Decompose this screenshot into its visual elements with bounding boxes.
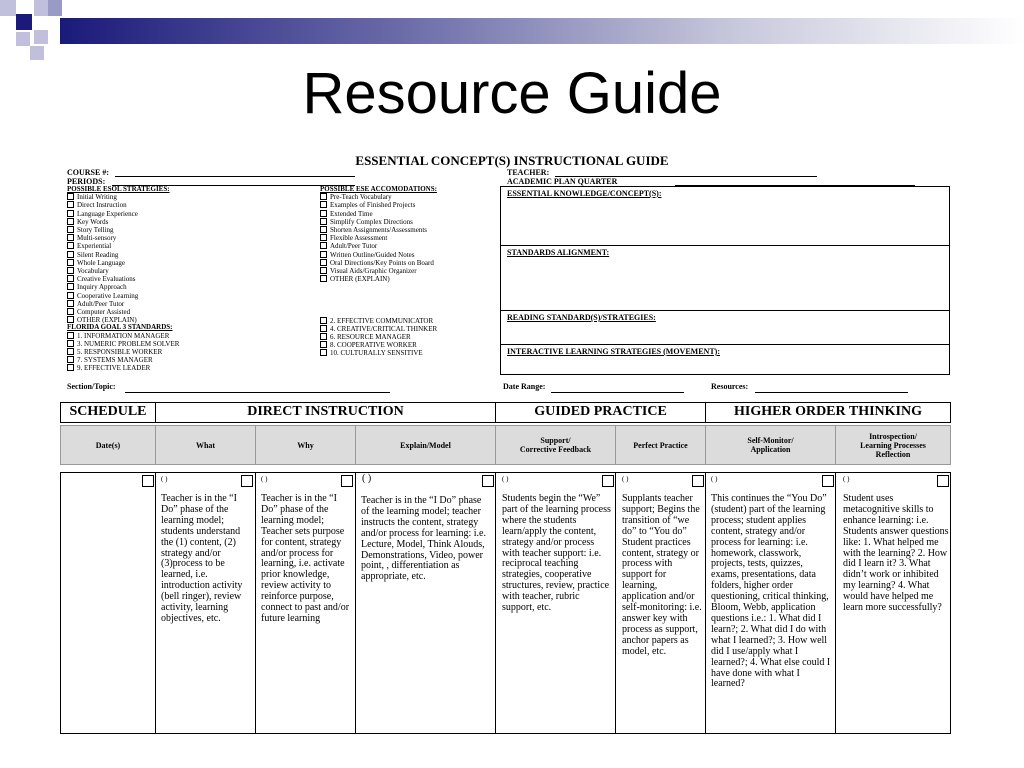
date-paren[interactable]: ( ) (261, 475, 268, 483)
goal-item[interactable]: 6. RESOURCE MANAGER (320, 333, 437, 341)
checkbox-icon[interactable] (320, 251, 327, 258)
section-topic-line[interactable] (125, 392, 390, 393)
checkbox-icon[interactable] (67, 300, 74, 307)
subheader-perfect-practice: Perfect Practice (615, 425, 706, 465)
checkbox-icon[interactable] (241, 475, 253, 487)
checkbox-icon[interactable] (67, 348, 74, 355)
checkbox-icon[interactable] (320, 201, 327, 208)
date-range-line[interactable] (551, 392, 684, 393)
checkbox-icon[interactable] (320, 349, 327, 356)
checkbox-icon[interactable] (67, 308, 74, 315)
checkbox-icon[interactable] (67, 267, 74, 274)
date-range-label: Date Range: (503, 382, 546, 391)
subheader-introspection: Introspection/ Learning Processes Reflection (835, 425, 951, 465)
reading-standards-box[interactable]: READING STANDARD(S)/STRATEGIES: (500, 310, 950, 345)
checkbox-icon[interactable] (67, 332, 74, 339)
ese-item[interactable]: Shorten Assignments/Assessments (320, 226, 437, 234)
explain-text: Teacher is in the “I Do” phase of the learning model; teacher instructs the content, strategy and/or process for learning: i.e. Lecture, Model, Think Alouds, Demonstrations, Video, power point, , differentiation as appropriate, etc. (361, 495, 486, 583)
ese-item[interactable]: Oral Directions/Key Points on Board (320, 259, 437, 267)
what-text: Teacher is in the “I Do” phase of the learning model; students understand the (1) content, (2) strategy and/or (3)process to be learned, i.e. introduction activity (bell ringer), review activity, learning objectives, etc. (161, 493, 243, 624)
goal-item[interactable]: 8. COOPERATIVE WORKER (320, 341, 437, 349)
esol-title: POSSIBLE ESOL STRATEGIES: (67, 185, 170, 193)
interactive-strategies-box[interactable]: INTERACTIVE LEARNING STRATEGIES (MOVEMENT): (500, 344, 950, 375)
guide-title: ESSENTIAL CONCEPT(S) INSTRUCTIONAL GUIDE (355, 153, 669, 168)
date-paren[interactable]: ( ) (843, 475, 850, 483)
subheader-self-monitor: Self-Monitor/ Application (705, 425, 836, 465)
self-monitor-text: This continues the “You Do” (student) part of the learning process; student applies content, strategy and/or process for learning: i.e. homework, classwork, projects, tests, quizzes, exams, presentations, data folders, higher order questioning, critical thinking, Bloom, Webb, application questions i.e.: 1. What did I learn?; 2. What did I do with what I learned?; 3. How well did I use/apply what I learned?; 4. What else could I have done with what I learned? (711, 493, 831, 690)
resources-label: Resources: (711, 382, 749, 391)
esol-item[interactable]: Multi-sensory (67, 234, 179, 242)
checkbox-icon[interactable] (67, 283, 74, 290)
checkbox-icon[interactable] (67, 316, 74, 323)
checkbox-icon[interactable] (67, 210, 74, 217)
goal-item[interactable]: 1. INFORMATION MANAGER (67, 332, 179, 340)
direct-instruction-header: DIRECT INSTRUCTION (155, 402, 496, 423)
checkbox-icon[interactable] (67, 193, 74, 200)
goal-item[interactable]: 3. NUMERIC PROBLEM SOLVER (67, 340, 179, 348)
goal-item[interactable]: 5. RESPONSIBLE WORKER (67, 348, 179, 356)
checkbox-icon[interactable] (67, 242, 74, 249)
esol-item[interactable]: Direct Instruction (67, 201, 179, 209)
esol-item[interactable]: Experiential (67, 242, 179, 250)
higher-order-thinking-header: HIGHER ORDER THINKING (705, 402, 951, 423)
checkbox-icon[interactable] (320, 267, 327, 274)
dates-cell[interactable] (60, 472, 156, 734)
page-title: Resource Guide (302, 61, 722, 126)
resources-line[interactable] (755, 392, 908, 393)
checkbox-icon[interactable] (320, 210, 327, 217)
esol-list (67, 186, 179, 373)
checkbox-icon[interactable] (67, 259, 74, 266)
ese-item[interactable]: Adult/Peer Tutor (320, 242, 437, 250)
esol-item[interactable]: Silent Reading (67, 251, 179, 259)
checkbox-icon[interactable] (67, 234, 74, 241)
esol-item[interactable]: Language Experience (67, 210, 179, 218)
ese-item[interactable]: Extended Time (320, 210, 437, 218)
checkbox-icon[interactable] (67, 275, 74, 282)
checkbox-icon[interactable] (320, 259, 327, 266)
date-paren[interactable]: ( ) (711, 475, 718, 483)
goal-item[interactable]: 2. EFFECTIVE COMMUNICATOR (320, 317, 437, 325)
checkbox-icon[interactable] (692, 475, 704, 487)
goal-item[interactable]: 4. CREATIVE/CRITICAL THINKER (320, 325, 437, 333)
esol-item[interactable]: Computer Assisted (67, 308, 179, 316)
esol-item[interactable]: Vocabulary (67, 267, 179, 275)
ese-item[interactable]: Visual Aids/Graphic Organizer (320, 267, 437, 275)
subheader-support: Support/ Corrective Feedback (495, 425, 616, 465)
checkbox-icon[interactable] (320, 226, 327, 233)
essential-knowledge-box[interactable]: ESSENTIAL KNOWLEDGE/CONCEPT(S): (500, 186, 950, 246)
esol-item[interactable]: Whole Language (67, 259, 179, 267)
teacher-label: TEACHER: (507, 168, 550, 177)
checkbox-icon[interactable] (602, 475, 614, 487)
checkbox-icon[interactable] (320, 242, 327, 249)
deco-square (16, 14, 32, 30)
esol-item[interactable]: Key Words (67, 218, 179, 226)
goal-item[interactable]: 9. EFFECTIVE LEADER (67, 364, 179, 372)
checkbox-icon[interactable] (67, 356, 74, 363)
introspection-text: Student uses metacognitive skills to enhance learning: i.e. Students answer questions like: 1. What helped me with the learning? 2. How did I learn it? 3. What didn’t work or inhibited my learning? 4. What would have helped me learn more successfully? (843, 493, 949, 614)
date-paren[interactable]: ( ) (161, 475, 168, 483)
deco-square (30, 46, 44, 60)
standards-alignment-box[interactable]: STANDARDS ALIGNMENT: (500, 245, 950, 311)
checkbox-icon[interactable] (320, 333, 327, 340)
esol-item[interactable]: Cooperative Learning (67, 292, 179, 300)
checkbox-icon[interactable] (320, 341, 327, 348)
checkbox-icon[interactable] (320, 325, 327, 332)
title-gradient-bar (60, 18, 1024, 44)
checkbox-icon[interactable] (67, 218, 74, 225)
ese-item[interactable]: OTHER (EXPLAIN) (320, 275, 437, 283)
checkbox-icon[interactable] (67, 226, 74, 233)
checkbox-icon[interactable] (67, 251, 74, 258)
course-label: COURSE #: (67, 168, 110, 177)
course-line (115, 176, 355, 177)
deco-square (16, 32, 30, 46)
checkbox-icon[interactable] (341, 475, 353, 487)
checkbox-icon[interactable] (320, 317, 327, 324)
section-topic-label: Section/Topic: (67, 382, 116, 391)
date-paren[interactable]: ( ) (362, 473, 372, 484)
esol-item[interactable]: Inquiry Approach (67, 283, 179, 291)
checkbox-icon[interactable] (320, 275, 327, 282)
checkbox-icon[interactable] (822, 475, 834, 487)
deco-square (34, 30, 48, 44)
ese-item[interactable]: Pre-Teach Vocabulary (320, 193, 437, 201)
goal-item[interactable]: 7. SYSTEMS MANAGER (67, 356, 179, 364)
esol-item[interactable]: Creative Evaluations (67, 275, 179, 283)
checkbox-icon[interactable] (67, 292, 74, 299)
deco-square (48, 0, 62, 16)
checkbox-icon[interactable] (937, 475, 949, 487)
schedule-header: SCHEDULE (60, 402, 156, 423)
periods-label: PERIODS: (67, 177, 106, 186)
perfect-practice-text: Supplants teacher support; Begins the transition of “we do” to “You do” Student practices content, strategy or process with support for learning, application and/or self-monitoring: i.e. answer key with process as support, anchor papers as model, etc. (622, 493, 702, 657)
ese-list (320, 186, 437, 283)
checkbox-icon[interactable] (320, 218, 327, 225)
guided-practice-header: GUIDED PRACTICE (495, 402, 706, 423)
support-text: Students begin the “We” part of the learning process where the students learn/apply the content, strategy and/or process with teacher support: i.e. reciprocal teaching strategies, cooperative structures, review, practice with teacher, rubric support, etc. (502, 493, 611, 614)
date-paren[interactable]: ( ) (502, 475, 509, 483)
esol-item[interactable]: OTHER (EXPLAIN) (67, 316, 179, 324)
checkbox-icon[interactable] (482, 475, 494, 487)
goal-title: FLORIDA GOAL 3 STANDARDS: (67, 323, 173, 332)
ese-title: POSSIBLE ESE ACCOMODATIONS: (320, 185, 437, 193)
esol-item[interactable]: Initial Writing (67, 193, 179, 201)
subheader-explain-model: Explain/Model (355, 425, 496, 465)
checkbox-icon[interactable] (320, 234, 327, 241)
esol-item[interactable]: Adult/Peer Tutor (67, 300, 179, 308)
subheader-why: Why (255, 425, 356, 465)
checkbox-icon[interactable] (142, 475, 154, 487)
checkbox-icon[interactable] (67, 201, 74, 208)
goal-item[interactable]: 10. CULTURALLY SENSITIVE (320, 349, 437, 357)
checkbox-icon[interactable] (320, 193, 327, 200)
date-paren[interactable]: ( ) (622, 475, 629, 483)
checkbox-icon[interactable] (67, 340, 74, 347)
why-text: Teacher is in the “I Do” phase of the learning model; Teacher sets purpose for content, strategy and/or process for learning, i.e. activate prior knowledge, review activity to reinforce purpose, connect to past and/or future learning (261, 493, 350, 624)
subheader-dates: Date(s) (60, 425, 156, 465)
ese-item[interactable]: Simplify Complex Directions (320, 218, 437, 226)
deco-square (0, 0, 16, 16)
ese-item[interactable]: Examples of Finished Projects (320, 201, 437, 209)
plan-quarter-label: ACADEMIC PLAN QUARTER (507, 177, 618, 186)
goals-right-list (320, 317, 437, 358)
subheader-what: What (155, 425, 256, 465)
ese-item[interactable]: Written Outline/Guided Notes (320, 251, 437, 259)
ese-item[interactable]: Flexible Assessment (320, 234, 437, 242)
checkbox-icon[interactable] (67, 364, 74, 371)
esol-item[interactable]: Story Telling (67, 226, 179, 234)
